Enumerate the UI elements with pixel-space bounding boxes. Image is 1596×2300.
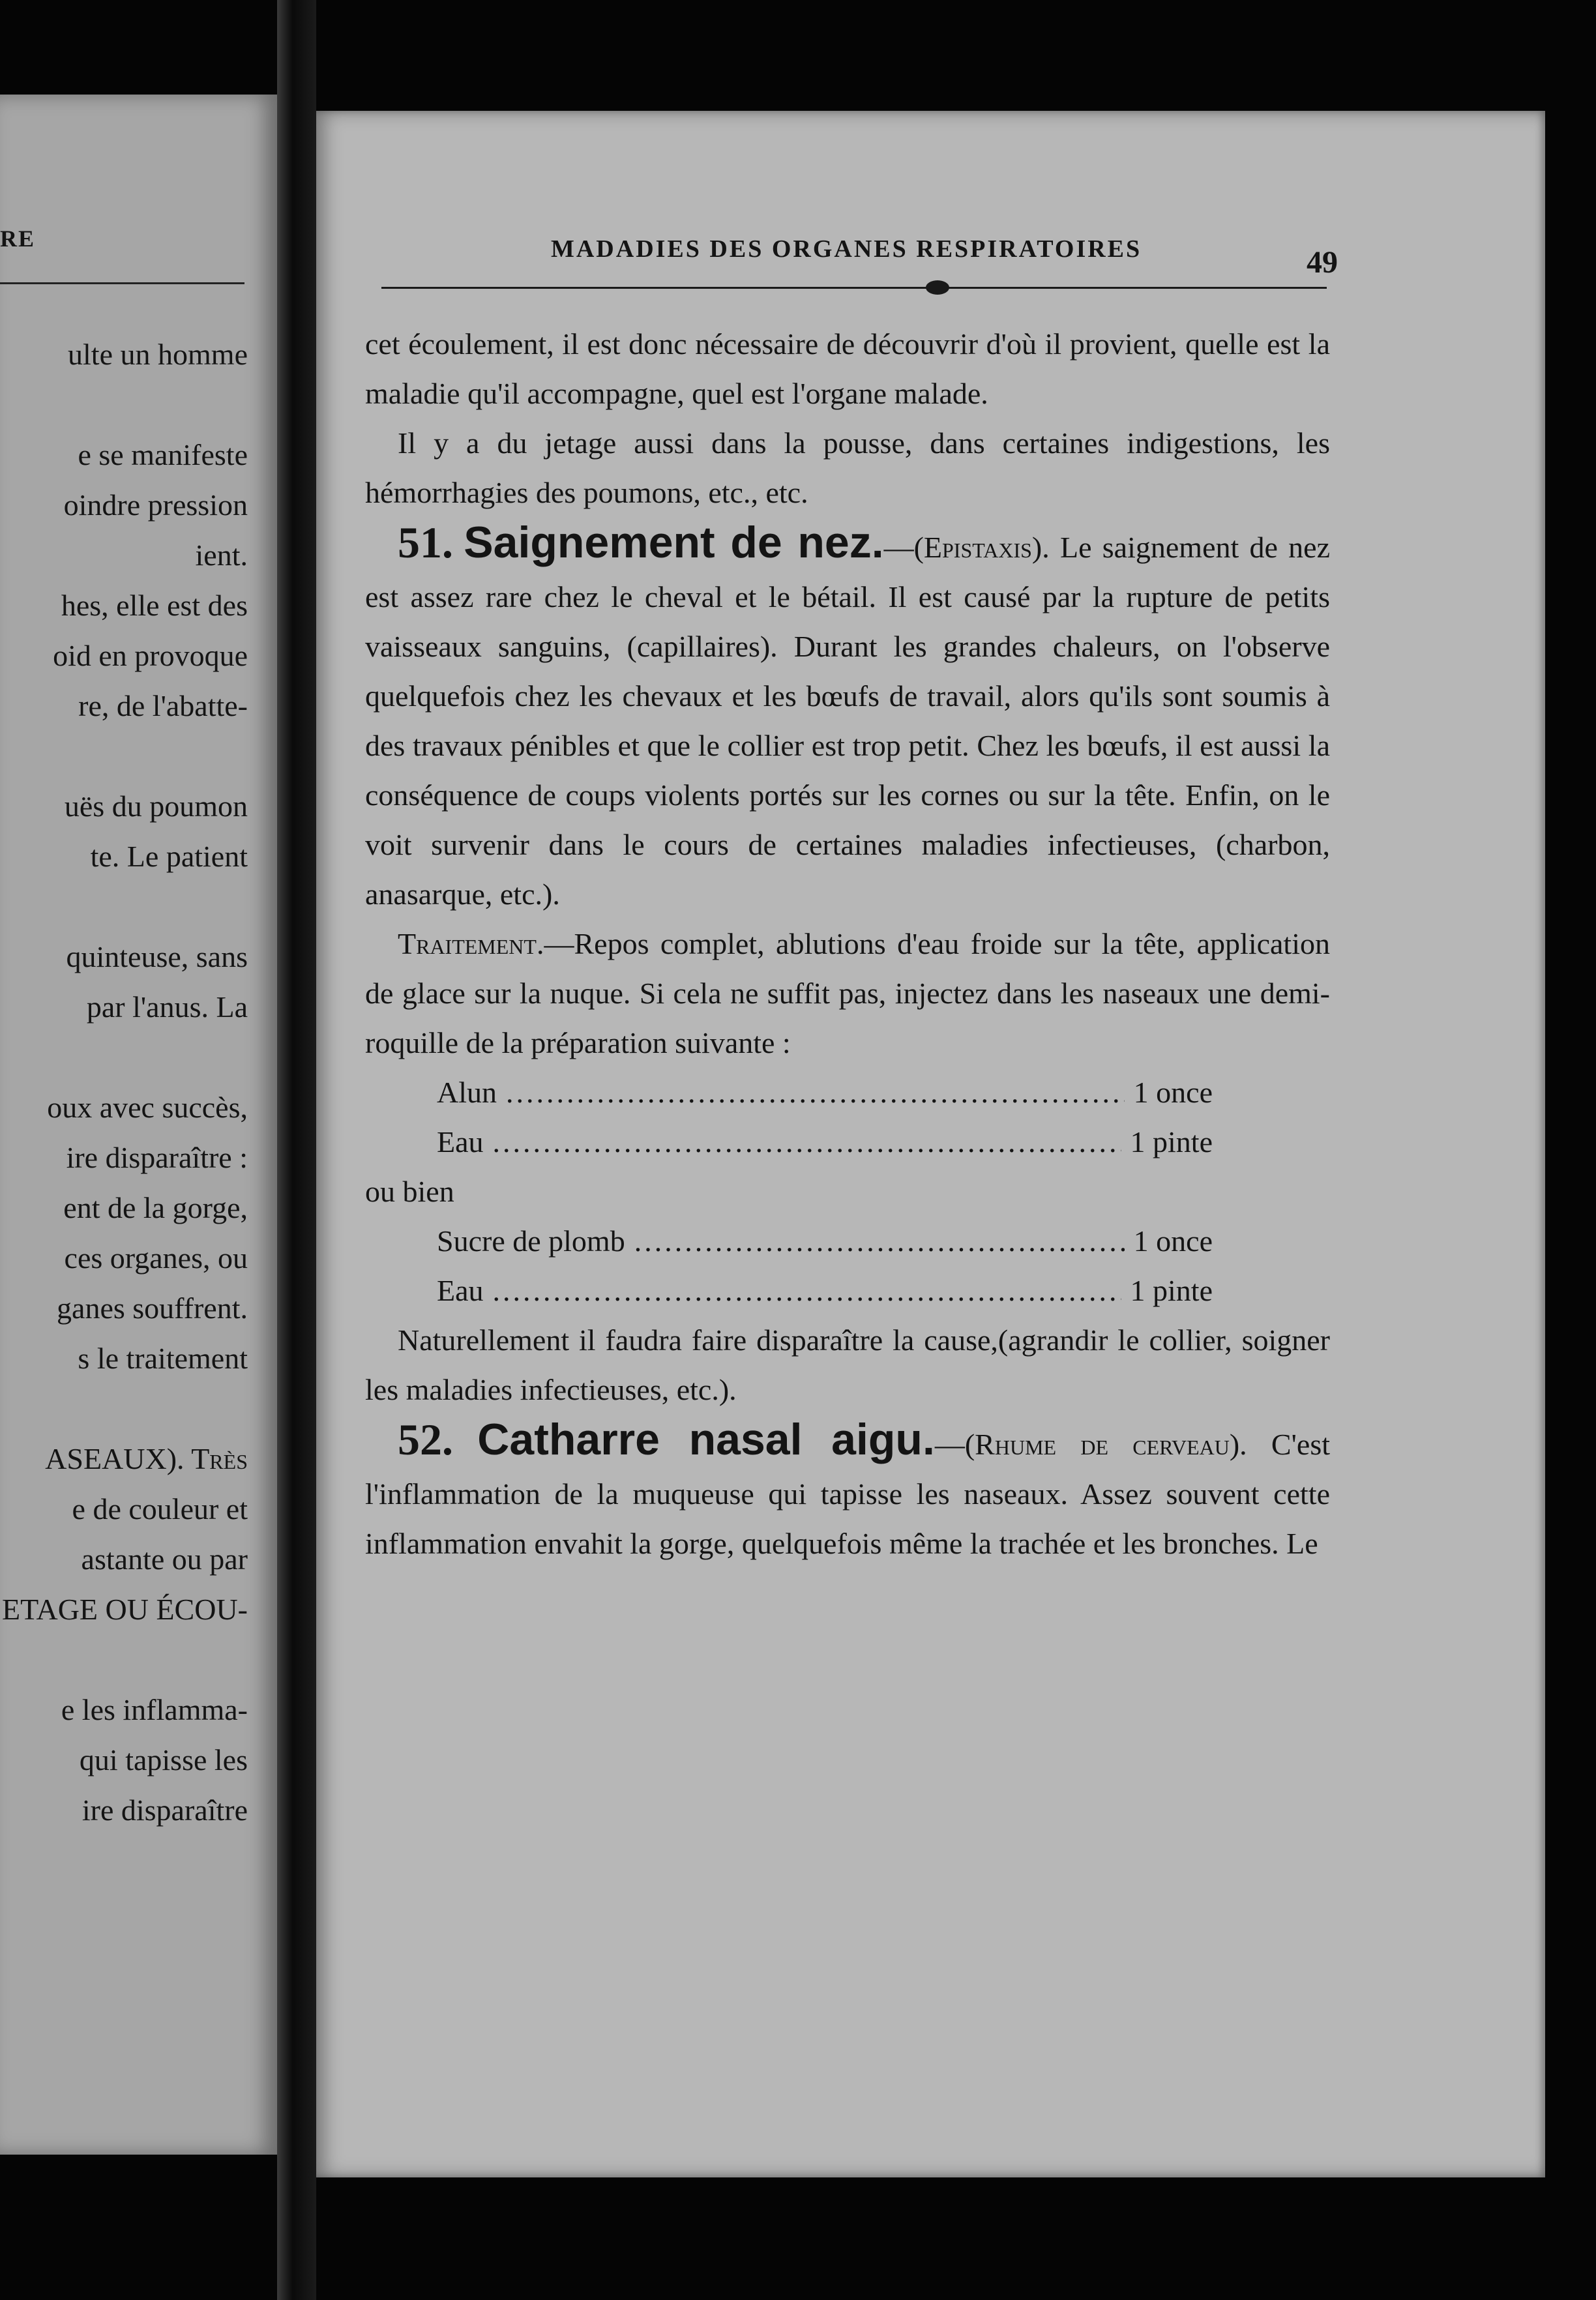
intro-paragraph-1: cet écoulement, il est donc nécessaire de découvrir d'où il provient, quelle est la maladie qu'il accompagne, quel est l'organe malade.: [365, 327, 1330, 410]
left-page-line: re, de l'abatte-: [78, 689, 248, 722]
left-page-line: ire disparaître :: [66, 1141, 248, 1174]
left-page-line: ient.: [195, 538, 248, 572]
left-page-line: [0, 1032, 248, 1082]
ingredient-quantity: 1 pinte: [1130, 1274, 1213, 1307]
section-52-title: Catharre nasal aigu.: [477, 1415, 935, 1464]
ingredient-name: Alun: [437, 1076, 497, 1109]
section-52-latin: —(Rhume de cerveau).: [934, 1428, 1247, 1461]
left-page-line: oindre pression: [63, 488, 248, 522]
left-page-line: [0, 881, 248, 932]
recipe-line: [437, 1117, 1213, 1167]
left-page-line: par l'anus. La: [86, 990, 248, 1024]
header-rule: [381, 287, 1327, 289]
left-page-line: qui tapisse les: [79, 1743, 248, 1777]
leader-dots: [634, 1216, 1125, 1266]
left-page-line: ETAGE OU ÉCOU-: [1, 1593, 248, 1626]
section-51: [365, 518, 1330, 919]
rule-ornament: [926, 280, 949, 295]
left-page-text: [0, 329, 248, 1835]
left-page-line: [0, 1634, 248, 1685]
ingredient-name: Eau: [437, 1274, 484, 1307]
recipe-1: [437, 1068, 1330, 1167]
left-page-line: e de couleur et: [72, 1492, 248, 1526]
book-gutter: [277, 0, 316, 2300]
left-page-line: quinteuse, sans: [66, 940, 248, 973]
left-page-line: uës du poumon: [64, 789, 248, 823]
ingredient-quantity: 1 once: [1133, 1224, 1213, 1258]
left-page-line: ganes souffrent.: [57, 1291, 248, 1325]
or-text: ou bien: [365, 1175, 454, 1208]
left-header-rule: [0, 282, 244, 284]
section-51-latin: —(Epistaxis).: [883, 531, 1050, 564]
leader-dots: [506, 1068, 1125, 1117]
ingredient-name: Eau: [437, 1125, 484, 1158]
left-page-line: [0, 379, 248, 430]
ingredient-quantity: 1 once: [1133, 1076, 1213, 1109]
left-page-line: s le traitement: [78, 1342, 248, 1375]
leader-dots: [493, 1117, 1121, 1167]
left-page-line: ces organes, ou: [64, 1241, 248, 1275]
left-running-head: RE: [0, 226, 36, 252]
recipe-line: [437, 1266, 1213, 1316]
leader-dots: [493, 1266, 1121, 1316]
left-page-line: te. Le patient: [90, 840, 248, 873]
left-page-line: e se manifeste: [78, 438, 248, 471]
page-content: [365, 319, 1330, 1569]
page-number: 49: [1307, 245, 1338, 280]
section-51-title: Saignement de nez.: [464, 518, 884, 567]
left-page-line: [0, 1383, 248, 1434]
section-51-number: 51.: [398, 518, 453, 567]
treatment-paragraph: [365, 919, 1330, 1068]
intro-paragraph-2: Il y a du jetage aussi dans la pousse, dans certaines indigestions, les hémorrhagies des poumons, etc., etc.: [365, 426, 1330, 509]
recipe-line: [437, 1216, 1213, 1266]
section-52-number: 52.: [398, 1415, 453, 1464]
ingredient-name: Sucre de plomb: [437, 1224, 625, 1258]
left-page-line: ASEAUX). Très: [45, 1442, 248, 1475]
running-head: MADADIES DES ORGANES RESPIRATOIRES: [551, 235, 1142, 263]
left-page-line: oux avec succès,: [47, 1091, 248, 1124]
treatment-body: —Repos complet, ablutions d'eau froide sur la tête, application de glace sur la nuque. Si cela ne suffit pas, injectez dans les naseaux une demi-roquille de la préparation suivante :: [365, 927, 1330, 1059]
treatment-label: Traitement.: [398, 927, 544, 960]
left-page-line: [0, 731, 248, 781]
ingredient-quantity: 1 pinte: [1130, 1125, 1213, 1158]
recipe-line: [437, 1068, 1213, 1117]
left-page-line: oid en provoque: [53, 639, 248, 672]
section-52-body: C'est l'inflammation de la muqueuse qui tapisse les naseaux. Assez souvent cette inflammation envahit la gorge, quelquefois même la trachée et les bronches. Le: [365, 1428, 1330, 1560]
section-52: [365, 1415, 1330, 1569]
closing-paragraph: Naturellement il faudra faire disparaître la cause,(agrandir le collier, soigner les maladies infectieuses, etc.).: [365, 1323, 1330, 1406]
left-page-line: ent de la gorge,: [63, 1191, 248, 1224]
section-51-body: Le saignement de nez est assez rare chez le cheval et le bétail. Il est causé par la rupture de petits vaisseaux sanguins, (capillaires). Durant les grandes chaleurs, on l'observe quelquefois chez les chevaux et les bœufs de travail, alors qu'ils sont soumis à des travaux pénibles et que le collier est trop petit. Chez les bœufs, il est aussi la conséquence de coups violents portés sur les cornes ou sur la tête. Enfin, on le voit survenir dans le cours de certaines maladies infectieuses, (charbon, anasarque, etc.).: [365, 531, 1331, 911]
left-page-line: hes, elle est des: [61, 589, 248, 622]
left-page-line: astante ou par: [81, 1542, 248, 1576]
left-page-line: ire disparaître: [81, 1793, 248, 1827]
left-page-line: ulte un homme: [68, 338, 248, 371]
recipe-2: [437, 1216, 1330, 1316]
left-page-line: e les inflamma-: [61, 1693, 248, 1726]
